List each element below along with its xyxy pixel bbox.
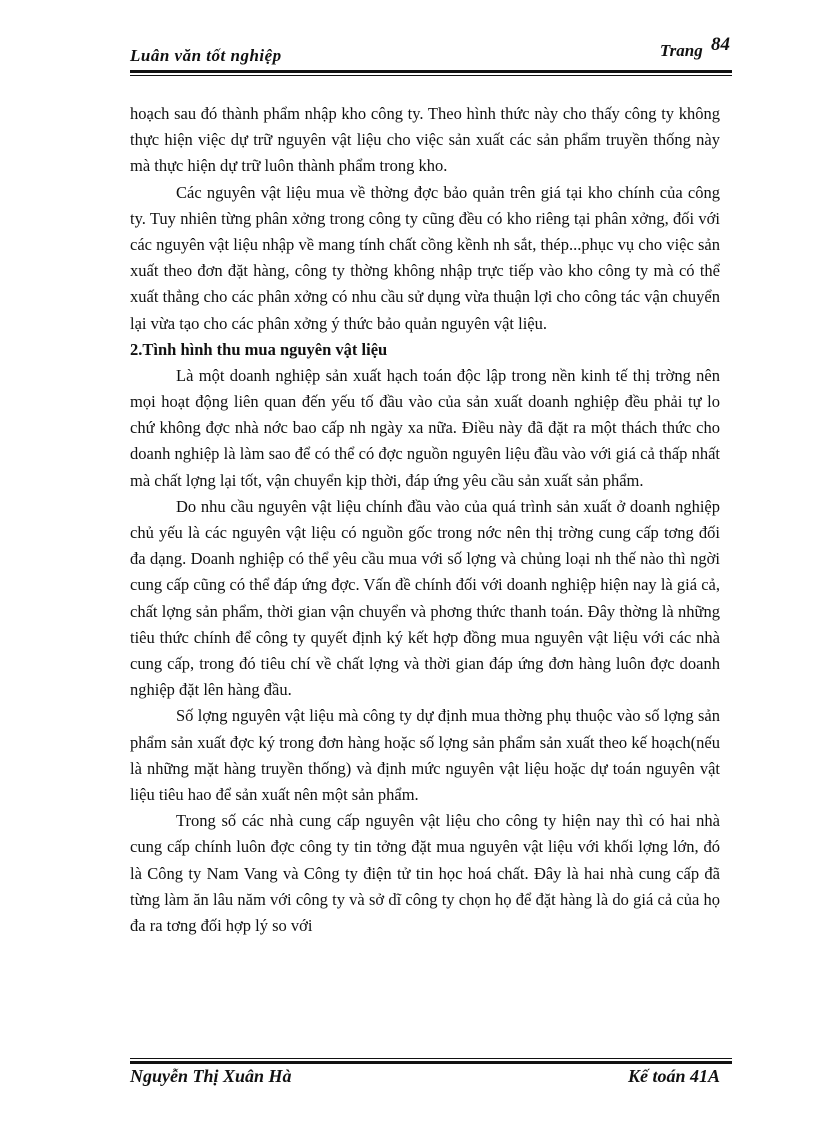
document-body	[130, 101, 720, 939]
paragraph: hoạch sau đó thành phẩm nhập kho công ty. Theo hình thức này cho thấy công ty không thực hiện việc dự trữ nguyên vật liệu cho việc sản xuất các sản phẩm truyền thống này mà thực hiện dự trữ luôn thành phẩm trong kho.	[130, 104, 720, 176]
page-footer	[130, 1066, 732, 1094]
header-page	[659, 34, 730, 62]
paragraph: Các nguyên vật liệu mua về thờng đợc bảo quản trên giá tại kho chính của công ty. Tuy nhiên từng phân xởng trong công ty cũng đều có kho riêng tại phân xởng, đối với các nguyên vật liệu nhập về mang tính chất cồng kềnh nh sắt, thép...phục vụ cho việc sản xuất theo đơn đặt hàng, công ty thờng không nhập trực tiếp vào kho công ty mà có thể xuất thẳng cho các phân xởng có nhu cầu sử dụng vừa thuận lợi cho công tác vận chuyển lại vừa tạo cho các phân xởng ý thức bảo quản nguyên vật liệu.	[130, 182, 720, 333]
footer-class: Kế toán 41A	[627, 1066, 720, 1086]
section-heading: 2.Tình hình thu mua nguyên vật liệu	[130, 339, 388, 359]
paragraph: Trong số các nhà cung cấp nguyên vật liệu cho công ty hiện nay thì có hai nhà cung cấp chính luôn đợc công ty tin tởng đặt mua nguyên vật liệu với khối lợng lớn, đó là Công ty Nam Vang và Công ty điện tử tin học hoá chất. Đây là hai nhà cung cấp đã từng làm ăn lâu năm với công ty và sở dĩ công ty chọn họ để đặt hàng là do giá cả của họ đa ra tơng đối hợp lý so với	[130, 811, 720, 936]
header-rule-thick	[130, 70, 732, 73]
header-rule-thin	[130, 75, 732, 76]
page-header	[130, 34, 730, 68]
paragraph: Là một doanh nghiệp sản xuất hạch toán độc lập trong nền kinh tế thị trờng nên mọi hoạt động liên quan đến yếu tố đầu vào của sản xuất doanh nghiệp đều phải tự lo chứ không đợc nhà nớc bao cấp nh ngày xa nữa. Điều này đã đặt ra một thách thức cho doanh nghiệp là làm sao để có thể có đợc nguồn nguyên liệu đầu vào với giá cả thấp nhất mà chất lợng lại tốt, vận chuyển kịp thời, đáp ứng yêu cầu sản xuất sản phẩm.	[130, 365, 720, 490]
header-title: Luân văn tốt nghiệp	[130, 46, 282, 65]
footer-rule-thick	[130, 1061, 732, 1064]
footer-rule-thin	[130, 1058, 732, 1059]
header-page-label: Trang	[659, 41, 703, 60]
page-number: 84	[711, 34, 730, 55]
footer-author: Nguyễn Thị Xuân Hà	[130, 1066, 292, 1086]
paragraph: Số lợng nguyên vật liệu mà công ty dự định mua thờng phụ thuộc vào số lợng sản phẩm sản xuất đợc ký trong đơn hàng hoặc số lợng sản phẩm sản xuất theo kế hoạch(nếu là những mặt hàng truyền thống) và định mức nguyên vật liệu hoặc dự toán nguyên vật liệu tiêu hao để sản xuất nên một sản phẩm.	[130, 706, 720, 805]
paragraph: Do nhu cầu nguyên vật liệu chính đầu vào của quá trình sản xuất ở doanh nghiệp chủ yếu là các nguyên vật liệu có nguồn gốc trong nớc nên thị trờng cung cấp tơng đối đa dạng. Doanh nghiệp có thể yêu cầu mua với số lợng và chủng loại nh thế nào thì ngời cung cấp cũng có thể đáp ứng đợc. Vấn đề chính đối với doanh nghiệp hiện nay là giá cả, chất lợng sản phẩm, thời gian vận chuyển và phơng thức thanh toán. Đây thờng là những tiêu thức chính để công ty quyết định ký kết hợp đồng mua nguyên vật liệu với các nhà cung cấp, trong đó tiêu chí về chất lợng và thời gian đáp ứng đơn hàng luôn đợc doanh nghiệp đặt lên hàng đầu.	[130, 496, 720, 700]
